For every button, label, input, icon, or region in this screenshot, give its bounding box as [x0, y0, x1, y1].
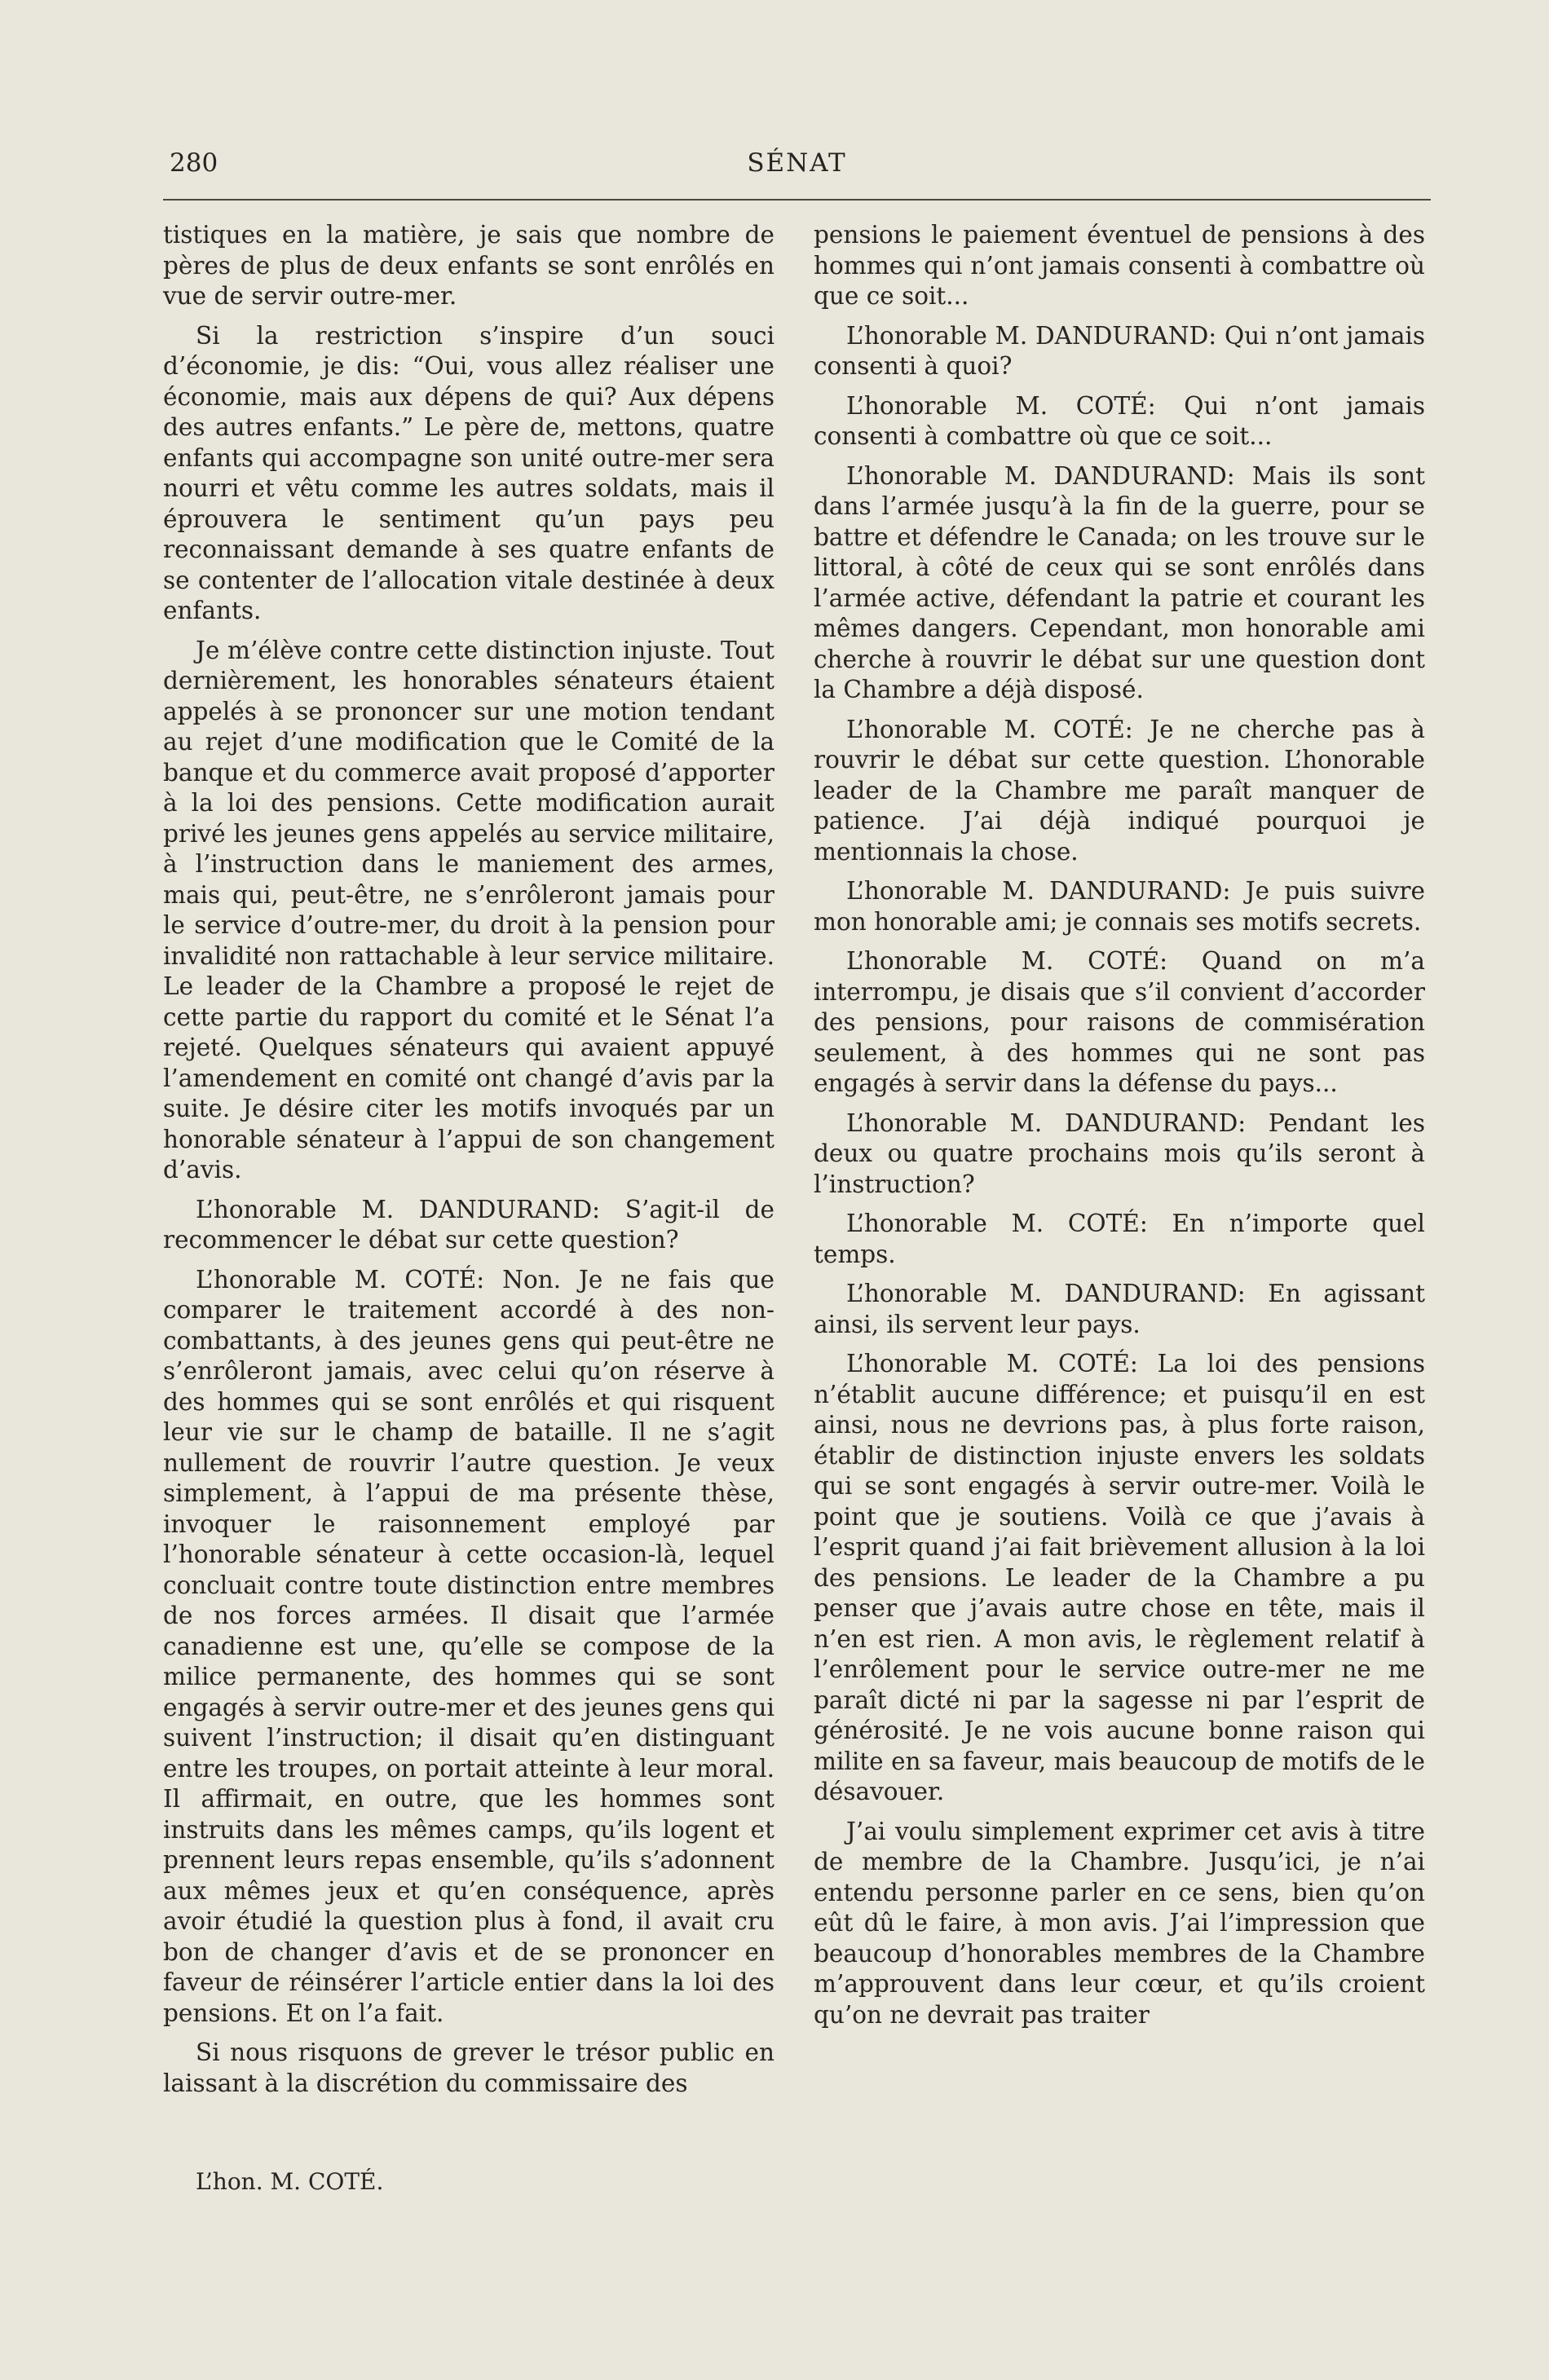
paragraph: Si nous risquons de grever le trésor public en laissant à la discrétion du commissaire des — [163, 2038, 774, 2097]
header-rule — [163, 199, 1431, 201]
speaker-footer: L’hon. M. COTÉ. — [196, 2168, 384, 2195]
paragraph: L’honorable M. COTÉ: Quand on m’a interrompu, je disais que s’il convient d’accorder des pensions, pour raisons de commisération seulement, à des hommes qui ne sont pas engagés à servir dans la défense du pays... — [814, 947, 1425, 1097]
paragraph: L’honorable M. COTÉ: En n’importe quel temps. — [814, 1210, 1425, 1268]
paragraph: L’honorable M. DANDURAND: Mais ils sont dans l’armée jusqu’à la fin de la guerre, pour se battre et défendre le Canada; on les trouve sur le littoral, à côté de ceux qui se sont enrôlés dans l’armée active, défendant la patrie et courant les mêmes dangers. Cependant, mon honorable ami cherche à rouvrir le débat sur une question dont la Chambre a déjà disposé. — [814, 461, 1425, 703]
paragraph: J’ai voulu simplement exprimer cet avis à titre de membre de la Chambre. Jusqu’ici, je n’ai entendu personne parler en ce sens, bien qu’on eût dû le faire, à mon avis. J’ai l’impression que beaucoup d’honorables membres de la Chambre m’approuvent dans leur cœur, et qu’ils croient qu’on ne devrait pas traiter — [814, 1817, 1425, 2029]
page-header — [163, 148, 1431, 189]
paragraph: pensions le paiement éventuel de pensions à des hommes qui n’ont jamais consenti à combattre où que ce soit... — [814, 221, 1425, 310]
paragraph: L’honorable M. DANDURAND: Pendant les deux ou quatre prochains mois qu’ils seront à l’instruction? — [814, 1108, 1425, 1198]
paragraph: Si la restriction s’inspire d’un souci d’économie, je dis: “Oui, vous allez réaliser une économie, mais aux dépens de qui? Aux dépens des autres enfants.” Le père de, mettons, quatre enfants qui accompagne son unité outre-mer sera nourri et vêtu comme les autres soldats, mais il éprouvera le sentiment qu’un pays peu reconnaissant demande à ses quatre enfants de se contenter de l’allocation vitale destinée à deux enfants. — [163, 321, 774, 624]
paragraph: L’honorable M. DANDURAND: Je puis suivre mon honorable ami; je connais ses motifs secrets. — [814, 877, 1425, 936]
paragraph: L’honorable M. COTÉ: Non. Je ne fais que comparer le traitement accordé à des non-combattants, à des jeunes gens qui peut-être ne s’enrôleront jamais, avec celui qu’on réserve à des hommes qui se sont enrôlés et qui risquent leur vie sur le champ de bataille. Il ne s’agit nullement de rouvrir l’autre question. Je veux simplement, à l’appui de ma présente thèse, invoquer le raisonnement employé par l’honorable sénateur à cette occasion-là, lequel concluait contre toute distinction entre membres de nos forces armées. Il disait que l’armée canadienne est une, qu’elle se compose de la milice permanente, des hommes qui se sont engagés à servir outre-mer et des jeunes gens qui suivent l’instruction; il disait qu’en distinguant entre les troupes, on portait atteinte à leur moral. Il affirmait, en outre, que les hommes sont instruits dans les mêmes camps, qu’ils logent et prennent leurs repas ensemble, qu’ils s’adonnent aux mêmes jeux et qu’en conséquence, après avoir étudié la question plus à fond, il avait cru bon de changer d’avis et de se prononcer en faveur de réinsérer l’article entier dans la loi des pensions. Et on l’a fait. — [163, 1265, 774, 2027]
paragraph: L’honorable M. DANDURAND: En agissant ainsi, ils servent leur pays. — [814, 1280, 1425, 1338]
paragraph: L’honorable M. COTÉ: Je ne cherche pas à rouvrir le débat sur cette question. L’honorable leader de la Chambre me paraît manquer de patience. J’ai déjà indiqué pourquoi je mentionnais la chose. — [814, 715, 1425, 866]
page-title: SÉNAT — [747, 148, 847, 178]
left-column — [163, 220, 774, 2108]
paragraph: L’honorable M. DANDURAND: S’agit-il de recommencer le débat sur cette question? — [163, 1195, 774, 1254]
paragraph: L’honorable M. COTÉ: La loi des pensions n’établit aucune différence; et puisqu’il en est ainsi, nous ne devrions pas, à plus forte raison, établir de distinction injuste envers les soldats qui se sont engagés à servir outre-mer. Voilà le point que je soutiens. Voilà ce que j’avais à l’esprit quand j’ai fait brièvement allusion à la loi des pensions. Le leader de la Chambre a pu penser que j’avais autre chose en tête, mais il n’en est rien. A mon avis, le règlement relatif à l’enrôlement pour le service outre-mer ne me paraît dicté ni par la sagesse ni par l’esprit de générosité. Je ne vois aucune bonne raison qui milite en sa faveur, mais beaucoup de motifs de le désavouer. — [814, 1350, 1425, 1805]
paragraph: L’honorable M. DANDURAND: Qui n’ont jamais consenti à quoi? — [814, 321, 1425, 380]
right-column — [814, 220, 1425, 2039]
page-number: 280 — [170, 148, 218, 178]
paragraph: L’honorable M. COTÉ: Qui n’ont jamais consenti à combattre où que ce soit... — [814, 391, 1425, 450]
paragraph: tistiques en la matière, je sais que nombre de pères de plus de deux enfants se sont enrôlés en vue de servir outre-mer. — [163, 221, 774, 310]
paragraph: Je m’élève contre cette distinction injuste. Tout dernièrement, les honorables sénateurs étaient appelés à se prononcer sur une motion tendant au rejet d’une modification que le Comité de la banque et du commerce avait proposé d’apporter à la loi des pensions. Cette modification aurait privé les jeunes gens appelés au service militaire, à l’instruction dans le maniement des armes, mais qui, peut-être, ne s’enrôleront jamais pour le service d’outre-mer, du droit à la pension pour invalidité non rattachable à leur service militaire. Le leader de la Chambre a proposé le rejet de cette partie du rapport du comité et le Sénat l’a rejeté. Quelques sénateurs qui avaient appuyé l’amendement en comité ont changé d’avis par la suite. Je désire citer les motifs invoqués par un honorable sénateur à l’appui de son changement d’avis. — [163, 636, 774, 1183]
